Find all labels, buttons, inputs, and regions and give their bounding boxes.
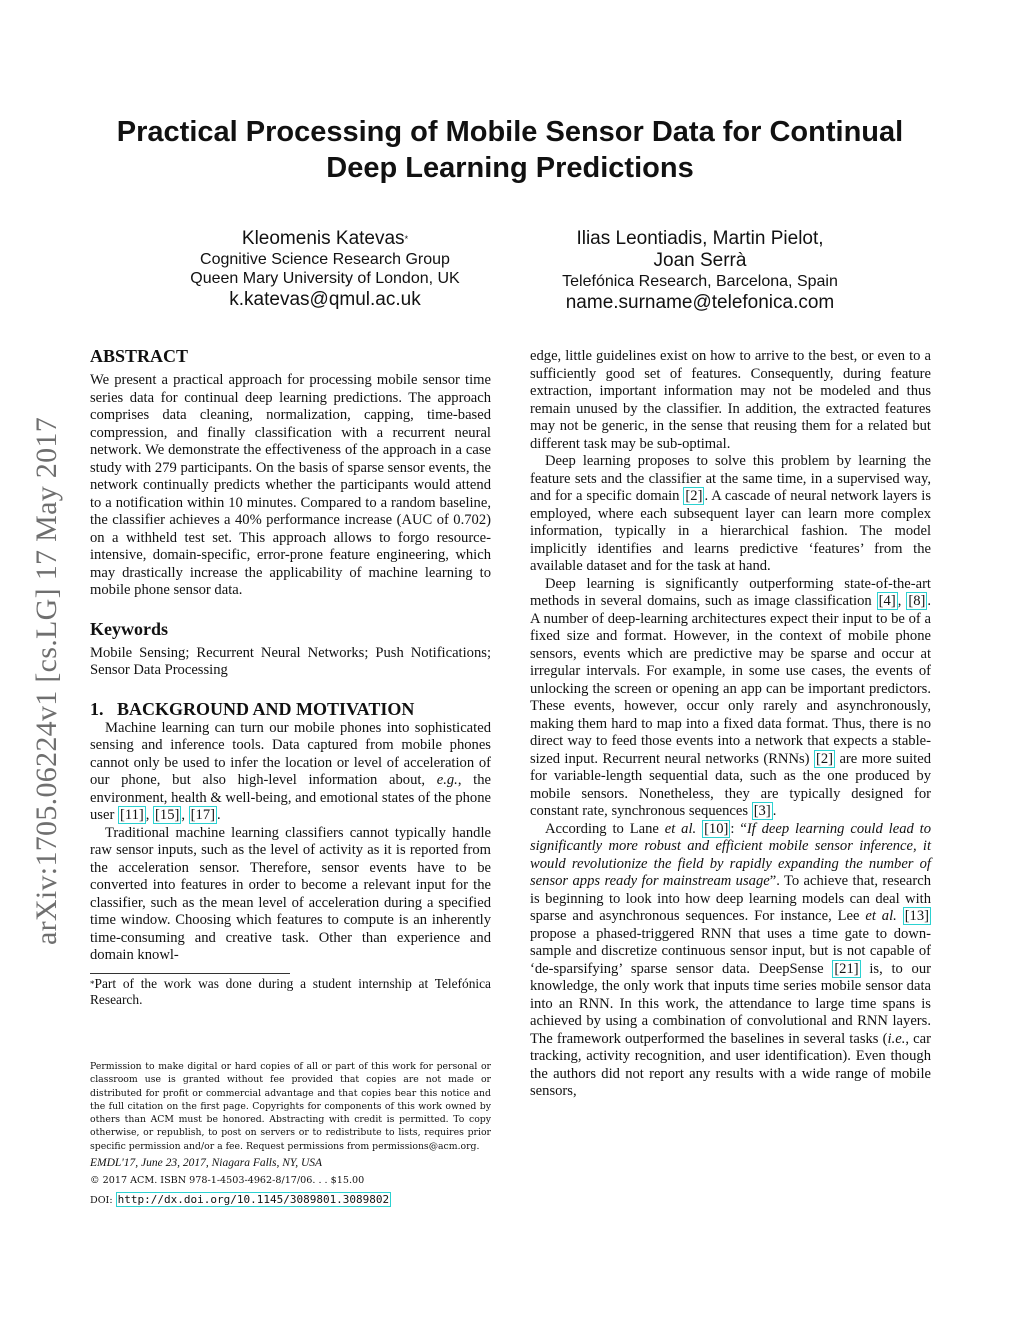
author-name — [160, 228, 490, 250]
arxiv-stamp-text: arXiv:1705.06224v1 [cs.LG] 17 May 2017 — [30, 417, 63, 945]
citation-link[interactable]: [2] — [815, 750, 834, 767]
author-email: name.surname@telefonica.com — [565, 292, 835, 313]
paragraph-text: i.e. — [887, 1030, 906, 1047]
doi-label: DOI: — [90, 1195, 116, 1206]
paragraph-text: et al. — [865, 908, 897, 924]
paper-title: Practical Processing of Mobile Sensor Data for Continual Deep Learning Predictions — [116, 116, 904, 184]
author-block-left — [160, 228, 490, 312]
paragraph-text: propose a phased-triggered RNN that uses a time gate to down-sample and discretize continuous sensor input, but is not capable of ‘de-sparsifying’ sparse sensor data. DeepSense — [530, 925, 931, 977]
paragraph: Deep learning is significantly outperforming state-of-the-art methods in several domains, such as image classification [4] , [8] . A number of deep-learning architectures expect their input to be of a fixed size and format. However, in the context of mobile phone sensors, events which are predictive may be sparse and occur at irregular intervals. For example, in some use cases, the events of unlocking the screen or opening an app can be important predictors. These events, however, occur only rarely and asynchronously, making them hard to map into a fixed data format. Thus, there is no direct way to feed those events into a network that expects a stable-sized input. Recurrent neural networks (RNNs) [2] are more suited for variable-length sequential data, such as the one produced by mobile sensors. Nonetheless, they are typically designed for constant rate, synchronous sequences [3] . — [530, 575, 932, 819]
citation-link[interactable]: [11] — [119, 807, 144, 823]
keywords-text: Mobile Sensing; Recurrent Neural Networks; Push Notifications; Sensor Data Processing — [90, 644, 491, 678]
citation-link[interactable]: [17] — [190, 807, 215, 823]
paragraph: edge, little guidelines exist on how to arrive to the best, or even to a sufficiently good set of features. Consequently, during feature extraction, important information may not be modeled and thus remain unused by the classifier. In addition, the extracted features may not be generic, in the sense that reusing them for a related but different task may be sub-optimal. — [530, 348, 931, 452]
paragraph-text: Machine learning can turn our mobile phones into sophisticated sensing and inference tools. Data captured from mobile phones cannot only be used to infer the location or level of acceleration of our phone, but also high-level information about, — [90, 719, 491, 788]
paragraph-text: ”. To achieve that, research is beginning to look into how deep learning models can deal with sparse and asynchronous sequences. For instance, Lee — [530, 873, 932, 924]
footnote-mark: * — [90, 978, 95, 989]
citation-link[interactable]: [2] — [685, 488, 703, 504]
paragraph-text: Deep learning proposes to solve this problem by learning the feature sets and the classifier at the same time, in a supervised way, and for a specific domain — [530, 453, 931, 504]
quote-text: If deep learning could lead to significantly more robust and efficient mobile sensor inference, it would revolutionize the field by rapidly expanding the number of sensor apps ready for mainstream usage — [530, 820, 932, 889]
paragraph-text: is, to our knowledge, the only work that inputs time series mobile sensor data into an RNN. In this work, the attendance to large time spans is achieved by using a combination of convolutional and RNN layers. The framework outperformed the baselines in several tasks ( — [530, 960, 932, 1047]
permission-notice: Permission to make digital or hard copies of all or part of this work for personal or classroom use is granted without fee provided that copies are not made or distributed for profit or commercial advantage and that copies bear this notice and the full citation on the first page. Copyrights for components of this work owned by others than ACM must be honored. Abstracting with credit is permitted. To copy otherwise, or republish, to post on servers or to redistribute to lists, requires prior specific permission and/or a fee. Request permissions from permissions@acm.org. — [90, 1061, 491, 1152]
paragraph-text: . A cascade of neural network layers is employed, where each subsequent layer can learn more complex information, typically in a hierarchical fashion. The model implicitly identifies and learns predictive ‘features’ from the available dataset and for the task at hand. — [530, 488, 931, 574]
footnote-rule — [90, 973, 290, 974]
paragraph: According to Lane et al. [10] : “If deep learning could lead to significantly more robust and efficient mobile sensor inference, it would revolutionize the field by rapidly expanding the number of sensor apps ready for mainstream usage”. To achieve that, research is beginning to look into how deep learning models can deal with sparse and asynchronous sequences. For instance, Lee et al. [13] propose a phased-triggered RNN that uses a time gate to down-sample and discretize continuous sensor input, but is not capable of ‘de-sparsifying’ sparse sensor data. DeepSense [21] is, to our knowledge, the only work that inputs time series mobile sensor data into an RNN. In this work, the attendance to large time spans is achieved by using a combination of convolutional and RNN layers. The framework outperformed the baselines in several tasks (i.e., car tracking, activity recognition, and user identification). Even though the authors did not report any results with a wide range of mobile sensors, — [530, 820, 932, 1099]
author-block-right — [530, 228, 870, 315]
citation-link[interactable]: [13] — [904, 908, 930, 924]
paragraph-text: According to Lane — [545, 820, 665, 837]
copyright-info: © 2017 ACM. ISBN 978-1-4503-4962-8/17/06. . . $15.00 — [90, 1175, 365, 1186]
keywords-heading: Keywords — [90, 618, 168, 639]
author-names: Ilias Leontiadis, Martin Pielot, — [576, 228, 824, 249]
right-column — [530, 348, 931, 1101]
left-column — [90, 345, 491, 1008]
citation-link[interactable]: [21] — [834, 960, 859, 977]
paragraph-text: e.g. — [436, 772, 458, 788]
paragraph — [530, 453, 931, 576]
author-affiliation: Telefónica Research, Barcelona, Spain — [562, 273, 838, 290]
author-affiliation: Cognitive Science Research Group — [200, 251, 450, 268]
author-email: k.katevas@qmul.ac.uk — [229, 289, 421, 310]
footnote-text: Part of the work was done during a student internship at Telefónica Research. — [90, 975, 491, 1007]
paragraph-text: , the environment, health & well-being, and emotional states of the phone user — [90, 772, 491, 823]
doi-link[interactable]: http://dx.doi.org/10.1145/3089801.3089802 — [117, 1193, 390, 1206]
paragraph-text: , car tracking, activity recognition, and user identification). Even though the authors did not report any results with a wide range of mobile sensors, — [530, 1030, 931, 1099]
paragraph-text: Deep learning is significantly outperforming state-of-the-art methods in several domains, such as image classification — [530, 575, 931, 609]
paragraph-text: et al. — [664, 820, 697, 837]
author-names: Joan Serrà — [653, 250, 747, 271]
paragraph: Machine learning can turn our mobile phones into sophisticated sensing and inference tools. Data captured from mobile phones cannot only be used to infer the location or level of acceleration of our phone, but also high-level information about, e.g., the environment, health & well-being, and emotional states of the phone user [11] , [15] , [17] . — [90, 719, 491, 823]
citation-link[interactable]: [15] — [155, 807, 180, 823]
citation-link[interactable]: [3] — [753, 803, 771, 819]
conference-info: EMDL'17, June 23, 2017, Niagara Falls, NY, USA — [90, 1157, 323, 1169]
author-name-text: Kleomenis Katevas — [241, 228, 405, 249]
footnote-mark: * — [404, 234, 409, 244]
paragraph-text: . A number of deep-learning architectures expect their input to be of a fixed size and format. However, in the context of mobile phone sensors, events which are predictive may be sparse and occur at irregular intervals. For example, in some use cases, the events of unlocking the screen or opening an app can be important predictors. These events, however, occur only rarely and asynchronously, making them hard to map into a fixed data format. Thus, there is no direct way to feed those events into a network that expects a stable-sized input. Recurrent neural networks (RNNs) — [530, 593, 932, 767]
paragraph: Traditional machine learning classifiers cannot typically handle raw sensor inputs, such as the level of activity as it is reported from the acceleration sensor. Therefore, sensor events have to be converted into features in order to become a relevant input for the classifier, such as the mean level of acceleration during a specified time window. Choosing which features to compute is an inherently time-consuming and creative task. Other than experience and domain knowl- — [90, 824, 491, 963]
citation-link[interactable]: [8] — [908, 593, 926, 609]
footnote — [90, 976, 491, 1008]
section-heading: 1. BACKGROUND AND MOTIVATION — [90, 698, 415, 719]
paragraph-text: are more suited for variable-length sequential data, such as the one produced by mobile sensors. Nonetheless, they are typically designed for constant rate, synchronous sequences — [530, 750, 931, 819]
citation-link[interactable]: [10] — [704, 820, 729, 837]
abstract-text: We present a practical approach for processing mobile sensor time series data for continual deep learning predictions. The approach comprises data cleaning, normalization, capping, time-based compression, and finally classification with a recurrent neural network. We demonstrate the effectiveness of the approach in a case study with 279 participants. On the basis of sparse sensor events, the network continually predicts whether the participants would attend to a notification within 10 minutes. Compared to a random baseline, the classifier achieves a 40% performance increase (AUC of 0.702) on a withheld test set. This approach allows to forgo resource-intensive, domain-specific, error-prone feature engineering, which may drastically increase the applicability of machine learning to mobile phone sensor data. — [90, 372, 491, 598]
author-affiliation: Queen Mary University of London, UK — [190, 270, 460, 287]
citation-link[interactable]: [4] — [878, 593, 896, 609]
abstract-heading: ABSTRACT — [90, 346, 189, 366]
doi-info — [90, 1193, 491, 1206]
